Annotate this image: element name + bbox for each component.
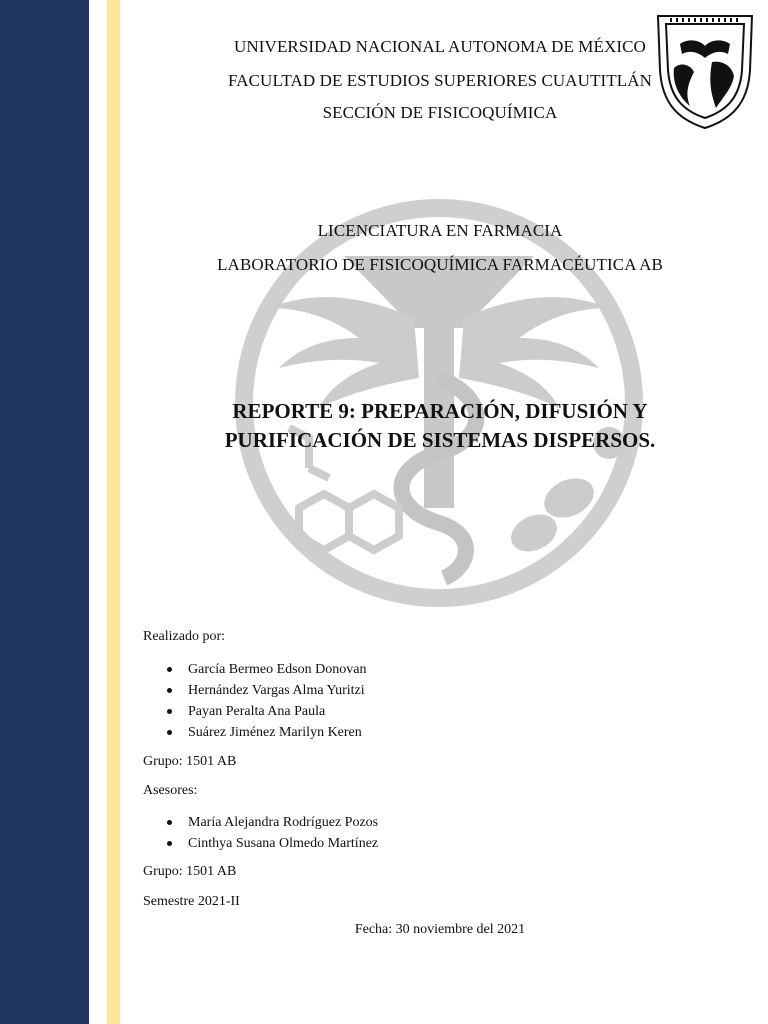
- degree-program: LICENCIATURA EN FARMACIA: [317, 221, 563, 240]
- faculty-name: FACULTAD DE ESTUDIOS SUPERIORES CUAUTITLÁN: [227, 71, 653, 90]
- advisors-list: [143, 812, 378, 854]
- laboratory-name: LABORATORIO DE FISICOQUÍMICA FARMACÉUTICA AB: [217, 255, 663, 274]
- list-item: Payan Peralta Ana Paula: [143, 701, 366, 722]
- university-name: UNIVERSIDAD NACIONAL AUTONOMA DE MÉXICO: [234, 37, 646, 56]
- list-item: Hernández Vargas Alma Yuritzi: [143, 680, 366, 701]
- group-label-2: Grupo: 1501 AB: [143, 864, 237, 879]
- list-item: Cinthya Susana Olmedo Martínez: [143, 833, 378, 854]
- report-title-line-2: PURIFICACIÓN DE SISTEMAS DISPERSOS.: [224, 428, 656, 452]
- list-item: Suárez Jiménez Marilyn Keren: [143, 722, 366, 743]
- list-item: García Bermeo Edson Donovan: [143, 659, 366, 680]
- advisors-label: Asesores:: [143, 783, 198, 798]
- list-item: María Alejandra Rodríguez Pozos: [143, 812, 378, 833]
- report-title: [160, 397, 720, 455]
- authors-label: Realizado por:: [143, 629, 226, 644]
- group-label-1: Grupo: 1501 AB: [143, 754, 237, 769]
- report-title-line-1: REPORTE 9: PREPARACIÓN, DIFUSIÓN Y: [232, 399, 648, 423]
- section-name: SECCIÓN DE FISICOQUÍMICA: [322, 103, 558, 122]
- semester-label: Semestre 2021-II: [143, 894, 240, 909]
- report-date: Fecha: 30 noviembre del 2021: [354, 922, 526, 937]
- authors-list: [143, 659, 366, 743]
- sidebar-blue-band: [0, 0, 89, 1024]
- sidebar-yellow-band: [107, 0, 120, 1024]
- sidebar-white-gap: [89, 0, 107, 1024]
